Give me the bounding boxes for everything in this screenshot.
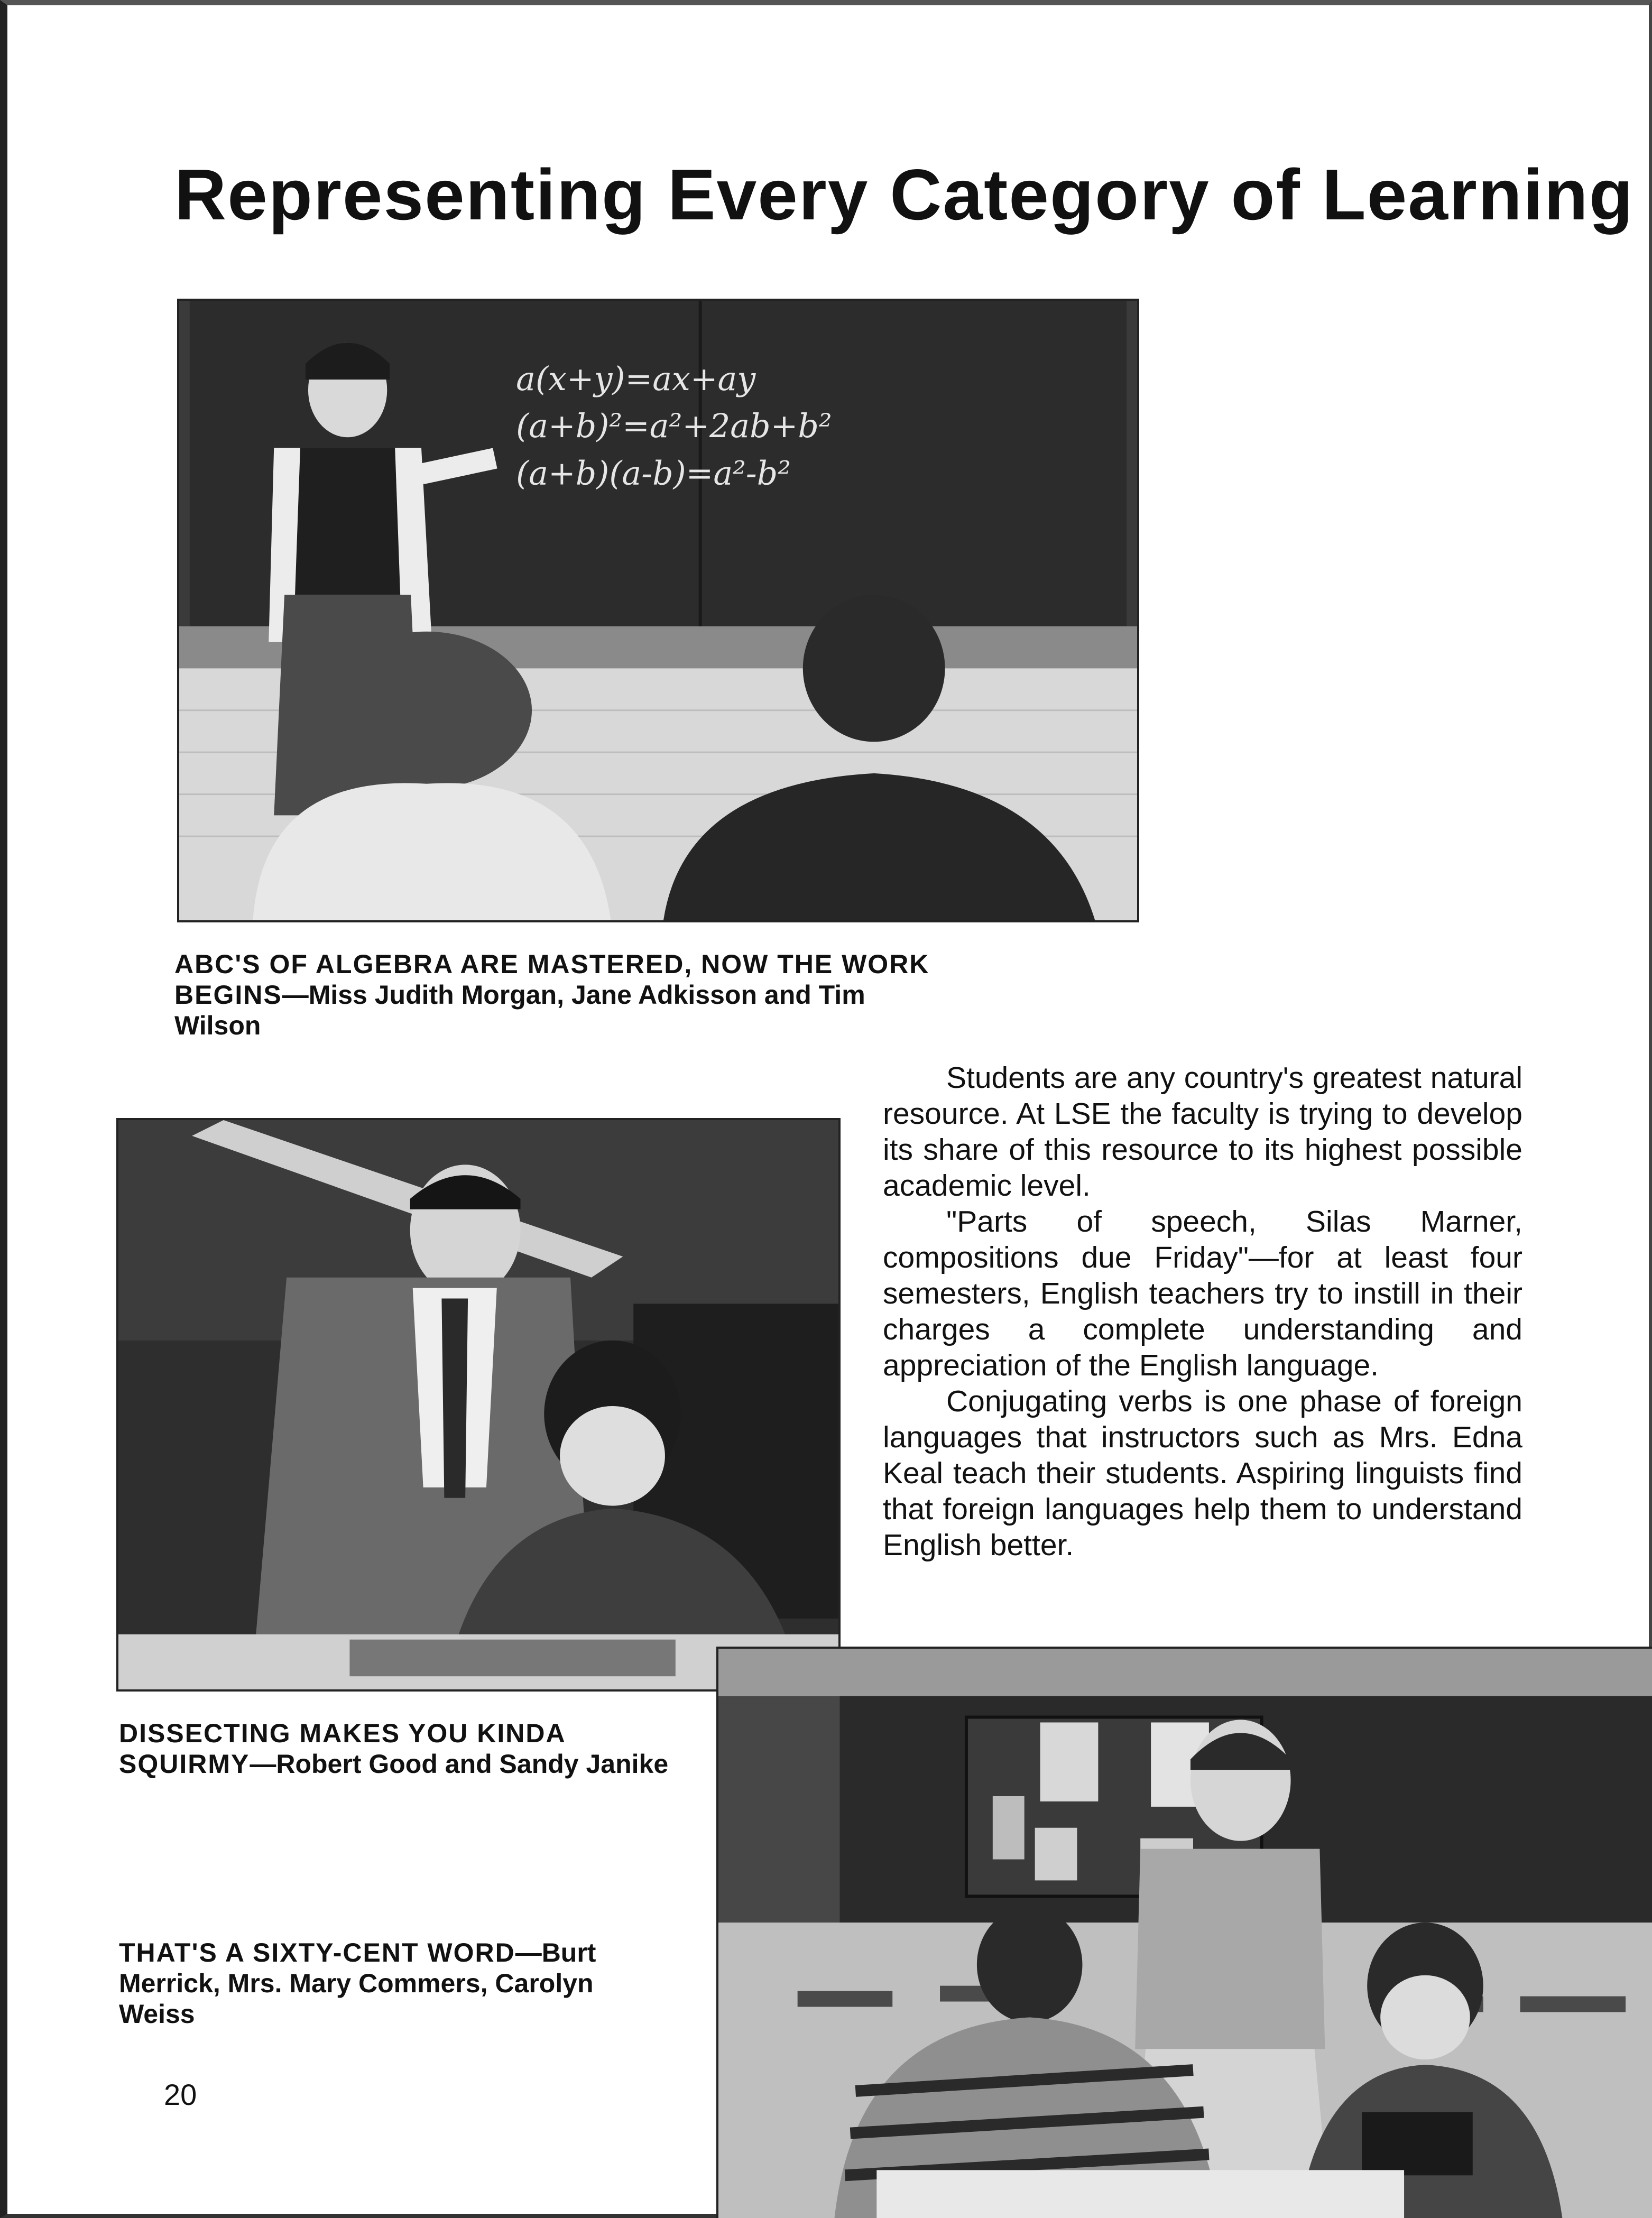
page-number: 20 (164, 2078, 197, 2111)
language-class-photo (716, 1647, 1652, 2218)
word-caption (119, 1937, 674, 2029)
algebra-caption (174, 949, 957, 1041)
body-paragraph-1: Students are any country's greatest natural resource. At LSE the faculty is trying to develop its share of this resource to its highest possible academic level. (883, 1061, 1522, 1203)
algebra-class-photo (177, 299, 1139, 922)
chalkboard-line-3: (a+b)(a-b)=a²-b² (516, 454, 791, 493)
dissecting-caption-names: —Robert Good and Sandy Janike (250, 1749, 669, 1779)
word-caption-names: —Burt Merrick, Mrs. Mary Commers, Carolyn Weiss (119, 1938, 596, 2029)
chalkboard-line-1: a(x+y)=ax+ay (516, 359, 756, 398)
dissecting-caption (119, 1718, 674, 1779)
algebra-caption-names: —Miss Judith Morgan, Jane Adkisson and Tim Wilson (174, 980, 865, 1040)
page-title: Representing Every Category of Learning (174, 154, 1634, 235)
article-body (883, 1060, 1522, 1563)
chalkboard-line-2: (a+b)²=a²+2ab+b² (516, 407, 832, 446)
body-paragraph-3: Conjugating verbs is one phase of foreign languages that instructors such as Mrs. Edna Keal teach their students. Aspiring linguists find that foreign languages help them to understand English better. (883, 1384, 1522, 1562)
body-paragraph-2: "Parts of speech, Silas Marner, compositions due Friday"—for at least four semesters, English teachers try to instill in their charges a complete understanding and appreciation of the English language. (883, 1205, 1522, 1382)
algebra-caption-head: ABC'S OF ALGEBRA ARE MASTERED, NOW THE WORK BEGINS (174, 949, 930, 1010)
word-caption-head: THAT'S A SIXTY-CENT WORD (119, 1938, 515, 1967)
dissecting-photo (116, 1118, 841, 1692)
dissecting-caption-head: DISSECTING MAKES YOU KINDA SQUIRMY (119, 1718, 565, 1779)
